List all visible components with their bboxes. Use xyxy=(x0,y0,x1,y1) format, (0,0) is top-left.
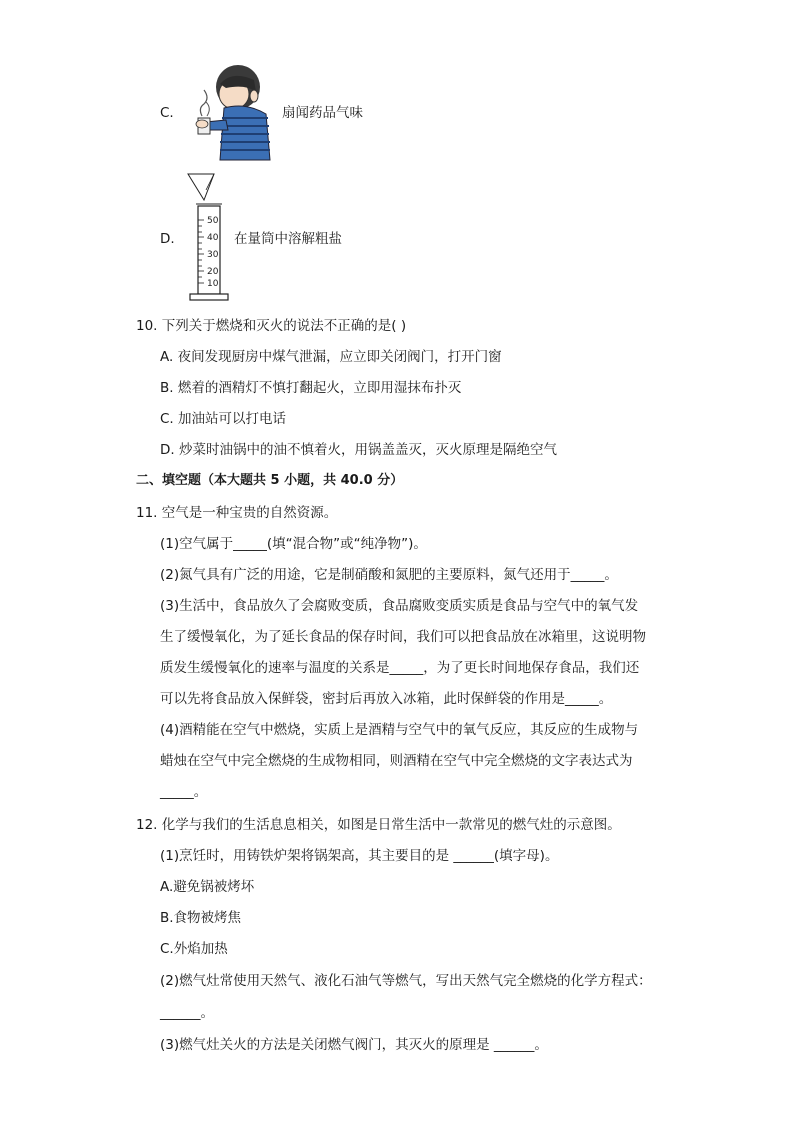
cylinder-tick-50: 50 xyxy=(207,216,219,226)
q12-line-7: (3)燃气灶关火的方法是关闭燃气阀门，其灭火的原理是 ______。 xyxy=(160,1037,548,1053)
q11-stem: 11. 空气是一种宝贵的自然资源。 xyxy=(136,505,338,521)
q12-line-5: (2)燃气灶常使用天然气、液化石油气等燃气，写出天然气完全燃烧的化学方程式： xyxy=(160,973,652,989)
option-c-caption: 扇闻药品气味 xyxy=(282,105,363,121)
option-c-letter: C. xyxy=(160,105,174,121)
person-smelling-icon xyxy=(176,62,276,162)
q12-stem: 12. 化学与我们的生活息息相关，如图是日常生活中一款常见的燃气灶的示意图。 xyxy=(136,817,621,833)
q11-line-4: 生了缓慢氧化，为了延长食品的保存时间，我们可以把食品放在冰箱里，这说明物 xyxy=(160,629,646,645)
q11-line-7: (4)酒精能在空气中燃烧，实质上是酒精与空气中的氧气反应，其反应的生成物与 xyxy=(160,722,639,738)
q10-option-a: A. 夜间发现厨房中煤气泄漏，应立即关闭阀门，打开门窗 xyxy=(160,349,502,365)
q11-line-3: (3)生活中，食品放久了会腐败变质，食品腐败变质实质是食品与空气中的氧气发 xyxy=(160,598,639,614)
q11-line-6: 可以先将食品放入保鲜袋，密封后再放入冰箱，此时保鲜袋的作用是_____。 xyxy=(160,691,613,707)
q11-line-2: (2)氮气具有广泛的用途，它是制硝酸和氮肥的主要原料，氮气还用于_____。 xyxy=(160,567,618,583)
q11-line-9: _____。 xyxy=(160,784,208,800)
q12-line-2: A.避免锅被烤坏 xyxy=(160,879,255,895)
q12-line-3: B.食物被烤焦 xyxy=(160,910,242,926)
q10-option-b: B. 燃着的酒精灯不慎打翻起火，立即用湿抹布扑灭 xyxy=(160,380,462,396)
q12-line-1: (1)烹饪时，用铸铁炉架将锅架高，其主要目的是 ______(填字母)。 xyxy=(160,848,559,864)
graduated-cylinder-icon xyxy=(186,170,232,306)
section-title: 二、填空题（本大题共 5 小题，共 40.0 分） xyxy=(136,473,404,488)
cylinder-tick-20: 20 xyxy=(207,267,219,277)
q11-line-5: 质发生缓慢氧化的速率与温度的关系是_____，为了更长时间地保存食品，我们还 xyxy=(160,660,640,676)
q10-stem: 10. 下列关于燃烧和灭火的说法不正确的是( ) xyxy=(136,318,407,334)
cylinder-tick-40: 40 xyxy=(207,233,219,243)
cylinder-tick-30: 30 xyxy=(207,250,219,260)
q12-line-4: C.外焰加热 xyxy=(160,941,228,957)
q10-option-d: D. 炒菜时油锅中的油不慎着火，用锅盖盖灭，灭火原理是隔绝空气 xyxy=(160,442,557,458)
option-d-letter: D. xyxy=(160,231,175,247)
option-d-caption: 在量筒中溶解粗盐 xyxy=(234,231,342,247)
q11-line-8: 蜡烛在空气中完全燃烧的生成物相同，则酒精在空气中完全燃烧的文字表达式为 xyxy=(160,753,633,769)
cylinder-tick-10: 10 xyxy=(207,279,219,289)
q10-option-c: C. 加油站可以打电话 xyxy=(160,411,287,427)
q12-line-6: ______。 xyxy=(160,1005,214,1021)
q11-line-1: (1)空气属于_____(填“混合物”或“纯净物”)。 xyxy=(160,536,427,552)
